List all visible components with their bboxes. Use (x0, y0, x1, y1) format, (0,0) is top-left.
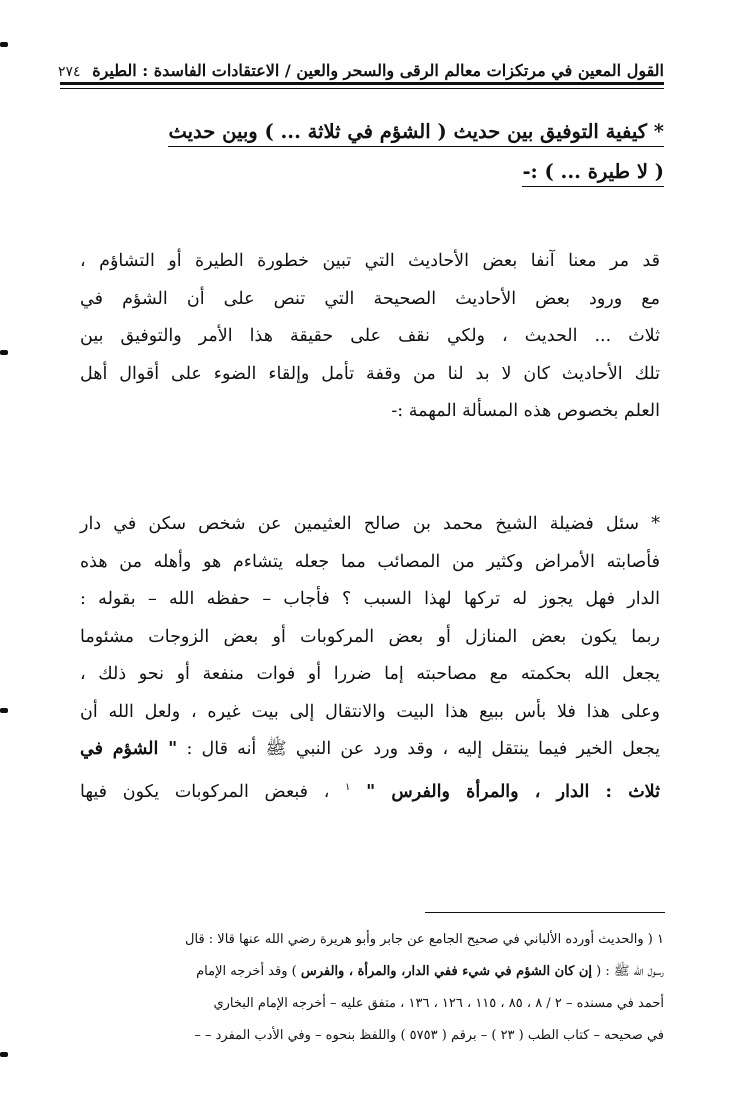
footnote-reference: ١ (345, 781, 351, 793)
scan-edge-mark (0, 1052, 8, 1057)
header-rule-thin (60, 88, 664, 89)
heading-line-2: ( لا طيرة ... ) :- (522, 160, 664, 187)
hadith-quote-start: " الشؤم في (80, 739, 178, 759)
scan-edge-mark (0, 350, 8, 355)
scan-edge-mark (0, 708, 8, 713)
running-title: القول المعين في مرتكزات معالم الرقى والسحر والعين / الاعتقادات الفاسدة : الطيرة (92, 61, 664, 80)
paragraph-line: وعلى هذا فلا بأس ببيع هذا البيت والانتقال إلى بيت غيره ، ولعل الله أن (80, 701, 660, 722)
paragraph-line: يجعل الله بحكمته مع مصاحبته إما ضررا أو فوات منفعة أو نحو ذلك ، (80, 664, 660, 684)
paragraph-line-tail: ، فبعض المركوبات يكون فيها (80, 781, 330, 802)
paragraph-line-text: يجعل الخير فيما ينتقل إليه ، وقد ورد عن النبي ﷺ أنه قال : (186, 739, 660, 759)
paragraph-line: تلك الأحاديث كان لا بد لنا من وقفة تأمل وإلقاء الضوء على أقوال أهل (80, 363, 660, 384)
paragraph-line-with-quote (80, 731, 660, 769)
page-number: ٢٧٤ (58, 64, 81, 80)
paragraph-line: الدار فهل يجوز له تركها لهذا السبب ؟ فأجاب – حفظه الله – بقوله : (80, 589, 660, 609)
paragraph-fatwa (80, 506, 660, 811)
heading-line-1: * كيفية التوفيق بين حديث ( الشؤم في ثلاثة ... ) وبين حديث (168, 120, 664, 147)
footnote-hadith-text: إن كان الشؤم في شيء ففي الدار، والمرأة ، والفرس (300, 964, 593, 979)
paragraph-line: * سئل فضيلة الشيخ محمد بن صالح العثيمين عن شخص سكن في دار (80, 514, 660, 534)
paragraph-line: مع ورود بعض الأحاديث الصحيحة التي تنص على أن الشؤم في (80, 288, 660, 309)
header-rule-thick (60, 82, 664, 85)
footnote-line: أحمد في مسنده – ٢ / ٨ ، ٨٥ ، ١١٥ ، ١٢٦ ، ١٣٦ ، متفق عليه – أخرجه الإمام البخاري (213, 996, 664, 1011)
footnote-text: رسول الله ﷺ : ( (596, 964, 664, 979)
footnotes (70, 924, 664, 1052)
footnote-line: ١ ( والحديث أورده الألباني في صحيح الجامع عن جابر وأبو هريرة رضي الله عنها قالا : قال (185, 932, 664, 947)
paragraph-line: قد مر معنا آنفا بعض الأحاديث التي تبين خطورة الطيرة أو التشاؤم ، (80, 251, 660, 271)
footnote-text: ) وقد أخرجه الإمام (196, 964, 297, 979)
paragraph-intro (80, 243, 660, 431)
scan-edge-mark (0, 42, 8, 47)
hadith-quote-rest: ثلاث : الدار ، والمرأة والفرس " (366, 781, 660, 802)
paragraph-line-with-footnote (80, 769, 660, 811)
footnote-line: في صحيحه – كتاب الطب ( ٢٣ ) – برقم ( ٥٧٥٣ ) واللفظ بنحوه – وفي الأدب المفرد – – (194, 1028, 664, 1043)
footnote-separator (425, 912, 665, 913)
paragraph-line: ثلاث ... الحديث ، ولكي نقف على حقيقة هذا الأمر والتوفيق بين (80, 326, 660, 346)
footnote-line (70, 956, 664, 988)
section-heading (80, 112, 664, 192)
paragraph-line: العلم بخصوص هذه المسألة المهمة :- (391, 401, 660, 421)
paragraph-line: فأصابته الأمراض وكثير من المصائب مما جعله يتشاءم هو وأهله من هذه (80, 551, 660, 572)
paragraph-line: ربما يكون بعض المنازل أو بعض المركوبات أو بعض الزوجات مشئوما (80, 626, 660, 647)
page-header (58, 40, 664, 80)
